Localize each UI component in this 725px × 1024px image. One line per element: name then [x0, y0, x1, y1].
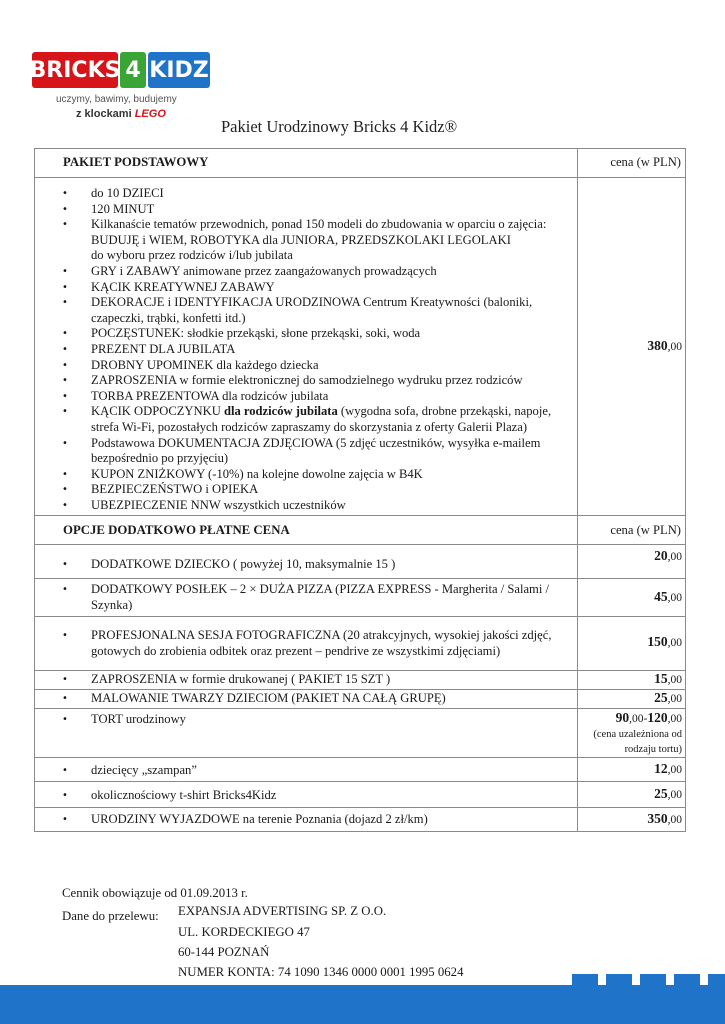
- option-price: 45,00: [578, 579, 686, 616]
- bank-street: UL. KORDECKIEGO 47: [178, 925, 310, 939]
- validity-note: Cennik obowiązuje od 01.09.2013 r.: [62, 886, 248, 900]
- option-price: 20,00: [578, 545, 686, 579]
- option-label: • TORT urodzinowy: [35, 712, 577, 728]
- bank-account: NUMER KONTA: 74 1090 1346 0000 0001 1995 0624: [178, 965, 464, 979]
- logo-word-4: 4: [120, 52, 146, 88]
- logo-word-bricks: BRICKS: [32, 52, 118, 88]
- option-price: 15,00: [578, 670, 686, 689]
- options-header: OPCJE DODATKOWO PŁATNE CENA: [35, 516, 578, 545]
- table-row: [35, 808, 686, 832]
- list-item: • KĄCIK ODPOCZYNKU dla rodziców jubilata (wygodna sofa, drobne przekąski, napoje, strefa Wi-Fi, pozostałych rodziców zapraszamy do skorzystania z oferty Galerii Plaza): [35, 404, 577, 435]
- footer-band: [0, 985, 725, 1024]
- list-item: • PREZENT DLA JUBILATA: [35, 342, 577, 358]
- options-header-row: [35, 516, 686, 545]
- bank-city: 60-144 POZNAŃ: [178, 945, 270, 959]
- list-item: • DEKORACJE i IDENTYFIKACJA URODZINOWA Centrum Kreatywności (baloniki, czapeczki, trąbki, konfetti itd.): [35, 295, 577, 326]
- logo-tagline-1: uczymy, bawimy, budujemy: [56, 94, 177, 105]
- table-row: [35, 670, 686, 689]
- page-title: Pakiet Urodzinowy Bricks 4 Kidz®: [221, 117, 458, 136]
- list-item: • KUPON ZNIŻKOWY (-10%) na kolejne dowolne zajęcia w B4K: [35, 467, 577, 483]
- option-label: • URODZINY WYJAZDOWE na terenie Poznania (dojazd 2 zł/km): [35, 812, 577, 828]
- table-row: [35, 545, 686, 579]
- basic-item-list: [35, 178, 577, 515]
- logo-tagline-2: z klockami LEGO: [76, 108, 166, 120]
- option-label: • dziecięcy „szampan”: [35, 763, 577, 779]
- bricks4kidz-logo: [29, 52, 212, 122]
- option-note: (cena uzależniona od rodzaju tortu): [593, 729, 682, 756]
- option-price: 350,00: [578, 808, 686, 832]
- option-label: • ZAPROSZENIA w formie drukowanej ( PAKIET 15 SZT ): [35, 672, 577, 688]
- list-item: • ZAPROSZENIA w formie elektronicznej do samodzielnego wydruku przez rodziców: [35, 373, 577, 389]
- logo-word-kidz: KIDZ: [148, 52, 210, 88]
- option-price: 25,00: [578, 782, 686, 808]
- basic-header: PAKIET PODSTAWOWY: [35, 149, 578, 178]
- list-item: • UBEZPIECZENIE NNW wszystkich uczestników: [35, 498, 577, 514]
- table-row: [35, 708, 686, 758]
- list-item: • do 10 DZIECI: [35, 186, 577, 202]
- table-row: [35, 782, 686, 808]
- table-row: [35, 579, 686, 616]
- list-item: • BEZPIECZEŃSTWO i OPIEKA: [35, 482, 577, 498]
- list-item: • Podstawowa DOKUMENTACJA ZDJĘCIOWA (5 zdjęć uczestników, wysyłka e-mailem bezpośrednio po przyjęciu): [35, 436, 577, 467]
- price-table: [34, 148, 686, 832]
- option-label: • DODATKOWE DZIECKO ( powyżej 10, maksymalnie 15 ): [35, 557, 577, 573]
- list-item: • KĄCIK KREATYWNEJ ZABAWY: [35, 280, 577, 296]
- basic-content-row: [35, 178, 686, 516]
- option-price: 25,00: [578, 689, 686, 708]
- list-item: • Kilkanaście tematów przewodnich, ponad 150 modeli do zbudowania w oparciu o zajęcia: BUDUJĘ i WIEM, ROBOTYKA dla JUNIORA, PRZEDSZKOLAKI LEGOLAKI do wyboru przez rodziców i/lub jubilata: [35, 217, 577, 264]
- table-row: [35, 758, 686, 782]
- list-item: • POCZĘSTUNEK: słodkie przekąski, słone przekąski, soki, woda: [35, 326, 577, 342]
- option-price: 150,00: [578, 616, 686, 670]
- option-label: • okolicznościowy t-shirt Bricks4Kidz: [35, 788, 577, 804]
- option-label: • DODATKOWY POSIŁEK – 2 × DUŻA PIZZA (PIZZA EXPRESS - Margherita / Salami / Szynka): [35, 582, 577, 613]
- basic-price: 380,00: [578, 178, 686, 516]
- basic-price-header: cena (w PLN): [578, 149, 686, 178]
- list-item: • 120 MINUT: [35, 202, 577, 218]
- list-item: • GRY i ZABAWY animowane przez zaangażowanych prowadzących: [35, 264, 577, 280]
- list-item: • TORBA PREZENTOWA dla rodziców jubilata: [35, 389, 577, 405]
- basic-header-row: [35, 149, 686, 178]
- table-row: [35, 616, 686, 670]
- option-label: • MALOWANIE TWARZY DZIECIOM (PAKIET NA CAŁĄ GRUPĘ): [35, 691, 577, 707]
- bank-label: Dane do przelewu:: [62, 909, 159, 923]
- bank-company: EXPANSJA ADVERTISING SP. Z O.O.: [178, 904, 387, 918]
- option-label: • PROFESJONALNA SESJA FOTOGRAFICZNA (20 atrakcyjnych, wysokiej jakości zdjęć, gotowych do zrobienia odbitek oraz prezent – pendrive ze wszystkimi zdjęciami): [35, 628, 577, 659]
- table-row: [35, 689, 686, 708]
- options-price-header: cena (w PLN): [578, 516, 686, 545]
- option-price: 90,00-120,00 (cena uzależniona od rodzaju tortu): [578, 708, 686, 758]
- option-price: 12,00: [578, 758, 686, 782]
- list-item: • DROBNY UPOMINEK dla każdego dziecka: [35, 358, 577, 374]
